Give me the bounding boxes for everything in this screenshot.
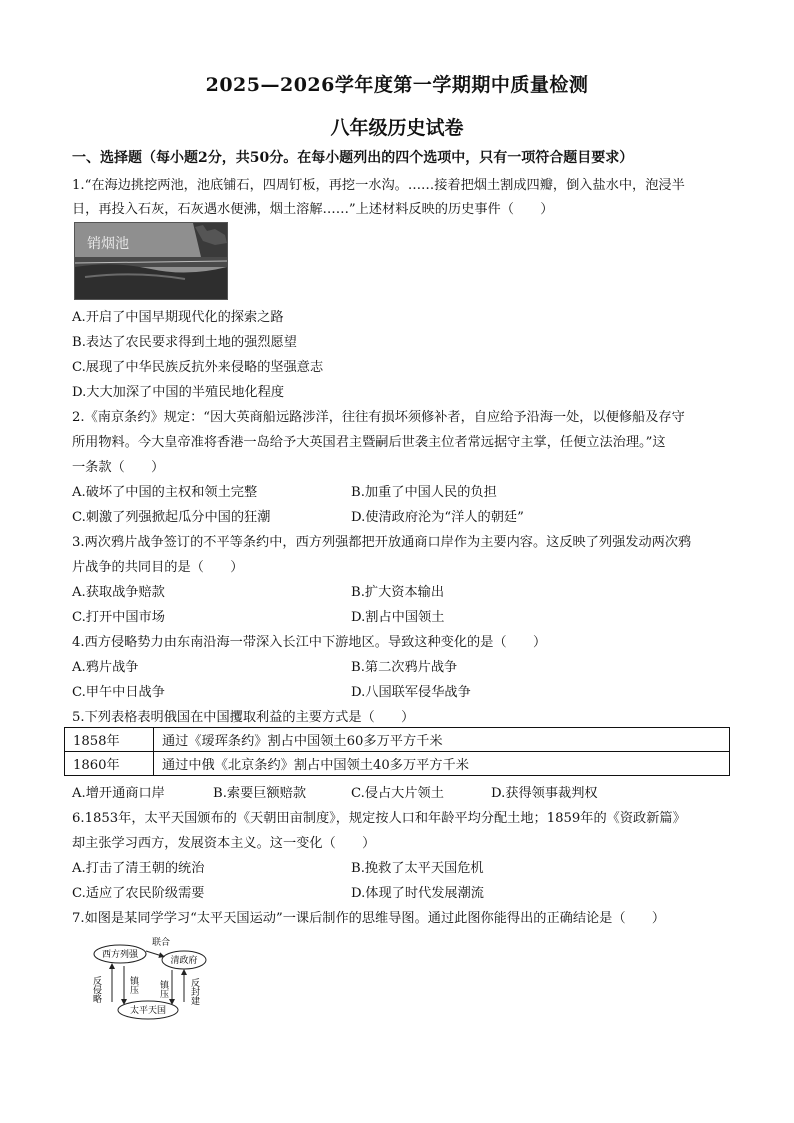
q1-stem-line: 日，再投入石灰，石灰遇水便沸，烟土溶解……”上述材料反映的历史事件（ ） bbox=[72, 202, 554, 217]
q6-option-a[interactable]: A.打击了清王朝的统治 bbox=[72, 861, 205, 876]
q7-stem-line: 7.如图是某同学学习“太平天国运动”一课后制作的思维导图。通过此图你能得出的正确结论是（ ） bbox=[72, 911, 666, 926]
q6-option-c[interactable]: C.适应了农民阶级需要 bbox=[72, 886, 205, 901]
q2-option-d[interactable]: D.使清政府沦为“洋人的朝廷” bbox=[351, 510, 524, 525]
q3-option-d[interactable]: D.割占中国领土 bbox=[351, 610, 445, 625]
mind-link-left-up: 反侵略 bbox=[91, 976, 101, 1003]
table-row bbox=[65, 752, 730, 776]
q3-stem-line: 3.两次鸦片战争签订的不平等条约中，西方列强都把开放通商口岸作为主要内容。这反映了列强发动两次鸦 bbox=[72, 535, 692, 550]
mind-node-west: 西方列强 bbox=[101, 950, 139, 960]
q1-option-b[interactable]: B.表达了农民要求得到土地的强烈愿望 bbox=[72, 335, 297, 350]
mind-link-left-down: 镇压 bbox=[128, 976, 138, 994]
q2-stem-line: 所用物料。今大皇帝准将香港一岛给予大英国君主暨嗣后世袭主位者常远据守主掌，任便立法治理。”这 bbox=[72, 435, 666, 450]
q4-option-c[interactable]: C.甲午中日战争 bbox=[72, 685, 165, 700]
q6-option-d[interactable]: D.体现了时代发展潮流 bbox=[351, 886, 484, 901]
q4-option-a[interactable]: A.鸦片战争 bbox=[72, 660, 139, 675]
q3-option-a[interactable]: A.获取战争赔款 bbox=[72, 585, 165, 600]
q6-option-b[interactable]: B.挽救了太平天国危机 bbox=[351, 861, 484, 876]
q2-stem-line: 一条款（ ） bbox=[72, 460, 165, 475]
table-cell-event: 通过《瑷珲条约》割占中国领土60多万平方千米 bbox=[154, 728, 730, 752]
q3-option-c[interactable]: C.打开中国市场 bbox=[72, 610, 165, 625]
table-cell-event: 通过中俄《北京条约》割占中国领土40多万平方千米 bbox=[154, 752, 730, 776]
q2-option-c[interactable]: C.刺激了列强掀起瓜分中国的狂潮 bbox=[72, 510, 271, 525]
mind-link-top: 联合 bbox=[152, 938, 171, 948]
q2-stem-line: 2.《南京条约》规定：“因大英商船远路涉洋，往往有损坏须修补者，自应给予沿海一处，以便修船及存守 bbox=[72, 410, 685, 425]
mind-link-right-up: 反封建 bbox=[189, 978, 199, 1005]
table-cell-year: 1860年 bbox=[65, 752, 154, 776]
mind-node-qing: 清政府 bbox=[170, 956, 198, 966]
q5-table bbox=[64, 727, 730, 776]
q5-option-d[interactable]: D.获得领事裁判权 bbox=[491, 786, 598, 801]
q4-stem-line: 4.西方侵略势力由东南沿海一带深入长江中下游地区。导致这种变化的是（ ） bbox=[72, 635, 547, 650]
exam-subtitle: 八年级历史试卷 bbox=[330, 117, 464, 139]
q3-option-b[interactable]: B.扩大资本输出 bbox=[351, 585, 445, 600]
q1-photo bbox=[74, 222, 228, 300]
q1-option-c[interactable]: C.展现了中华民族反抗外来侵略的坚强意志 bbox=[72, 360, 324, 375]
q2-option-b[interactable]: B.加重了中国人民的负担 bbox=[351, 485, 497, 500]
q5-option-a[interactable]: A.增开通商口岸 bbox=[72, 786, 165, 801]
mind-node-taiping: 太平天国 bbox=[129, 1006, 167, 1016]
section-heading: 一、选择题（每小题2分，共50分。在每小题列出的四个选项中，只有一项符合题目要求） bbox=[72, 150, 634, 166]
q1-option-d[interactable]: D.大大加深了中国的半殖民地化程度 bbox=[72, 385, 285, 400]
q5-stem-line: 5.下列表格表明俄国在中国攫取利益的主要方式是（ ） bbox=[72, 710, 415, 725]
q3-stem-line: 片战争的共同目的是（ ） bbox=[72, 560, 244, 575]
q2-option-a[interactable]: A.破坏了中国的主权和领土完整 bbox=[72, 485, 258, 500]
q7-mind-map bbox=[78, 936, 216, 1024]
table-cell-year: 1858年 bbox=[65, 728, 154, 752]
q1-stem-line: 1.“在海边挑挖两池，池底铺石，四周钉板，再挖一水沟。……接着把烟土割成四瓣，倒入盐水中，泡浸半 bbox=[72, 178, 685, 193]
exam-title: 2025—2026学年度第一学期期中质量检测 bbox=[205, 74, 589, 96]
q6-stem-line: 却主张学习西方，发展资本主义。这一变化（ ） bbox=[72, 836, 376, 851]
table-row bbox=[65, 728, 730, 752]
q1-option-a[interactable]: A.开启了中国早期现代化的探索之路 bbox=[72, 310, 284, 325]
q5-option-b[interactable]: B.索要巨额赔款 bbox=[213, 786, 307, 801]
q4-option-d[interactable]: D.八国联军侵华战争 bbox=[351, 685, 471, 700]
q1-photo-caption: 销烟池 bbox=[87, 236, 129, 252]
q6-stem-line: 6.1853年，太平天国颁布的《天朝田亩制度》，规定按人口和年龄平均分配土地；1859年的《资政新篇》 bbox=[72, 811, 686, 826]
q5-option-c[interactable]: C.侵占大片领土 bbox=[351, 786, 444, 801]
q4-option-b[interactable]: B.第二次鸦片战争 bbox=[351, 660, 458, 675]
mind-link-right-down: 镇压 bbox=[158, 980, 168, 998]
